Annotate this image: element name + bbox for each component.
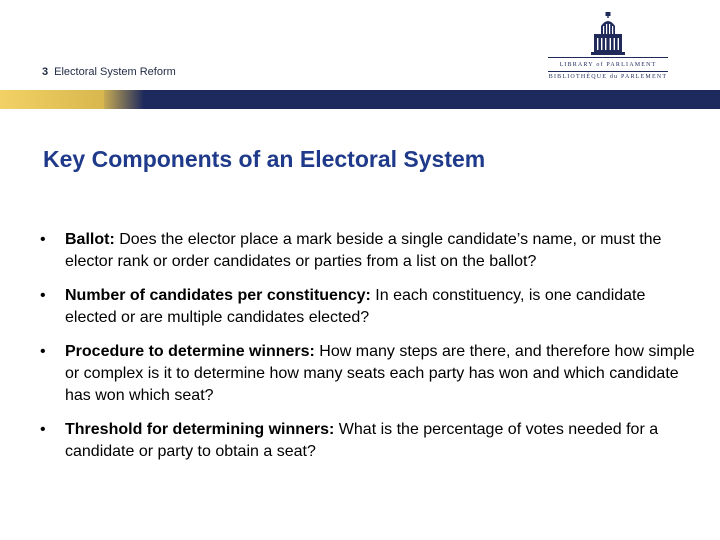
library-building-icon [590, 12, 626, 56]
bullet-item [40, 229, 700, 273]
section-header [42, 66, 176, 78]
logo-rule-middle [548, 71, 668, 72]
bullet-text: In each constituency, is one candidate elected or are multiple candidates elected? [65, 287, 646, 326]
bullet-text: Does the elector place a mark beside a single candidate’s name, or must the elector rank or order candidates or parties from a list on the ballot? [65, 231, 662, 270]
bullet-item [40, 285, 700, 329]
bullet-item [40, 419, 700, 463]
bullet-text: How many steps are there, and therefore how simple or complex is it to determine how many seats each party has won and which candidate has won which seat? [65, 343, 695, 404]
bullet-term: Ballot: [65, 231, 115, 248]
bullet-item [40, 341, 700, 407]
header-band-accent-fade [104, 90, 144, 109]
bullet-term: Number of candidates per constituency: [65, 287, 371, 304]
logo-text-english: LIBRARY of PARLIAMENT [559, 62, 657, 68]
bullet-icon: • [40, 343, 46, 360]
slide-title: Key Components of an Electoral System [43, 146, 486, 172]
logo-text-french: BIBLIOTHÈQUE du PARLEMENT [548, 74, 668, 80]
bullet-icon: • [40, 231, 46, 248]
bullet-list [40, 229, 700, 475]
header-band [0, 90, 720, 109]
section-number: 3 [42, 66, 49, 78]
bullet-icon: • [40, 421, 46, 438]
library-of-parliament-logo [546, 12, 672, 82]
section-label: Electoral System Reform [54, 66, 176, 78]
logo-rule-top [548, 57, 668, 58]
bullet-term: Procedure to determine winners: [65, 343, 315, 360]
bullet-term: Threshold for determining winners: [65, 421, 335, 438]
bullet-text: What is the percentage of votes needed for a candidate or party to obtain a seat? [65, 421, 659, 460]
header-band-accent [0, 90, 104, 109]
bullet-icon: • [40, 287, 46, 304]
